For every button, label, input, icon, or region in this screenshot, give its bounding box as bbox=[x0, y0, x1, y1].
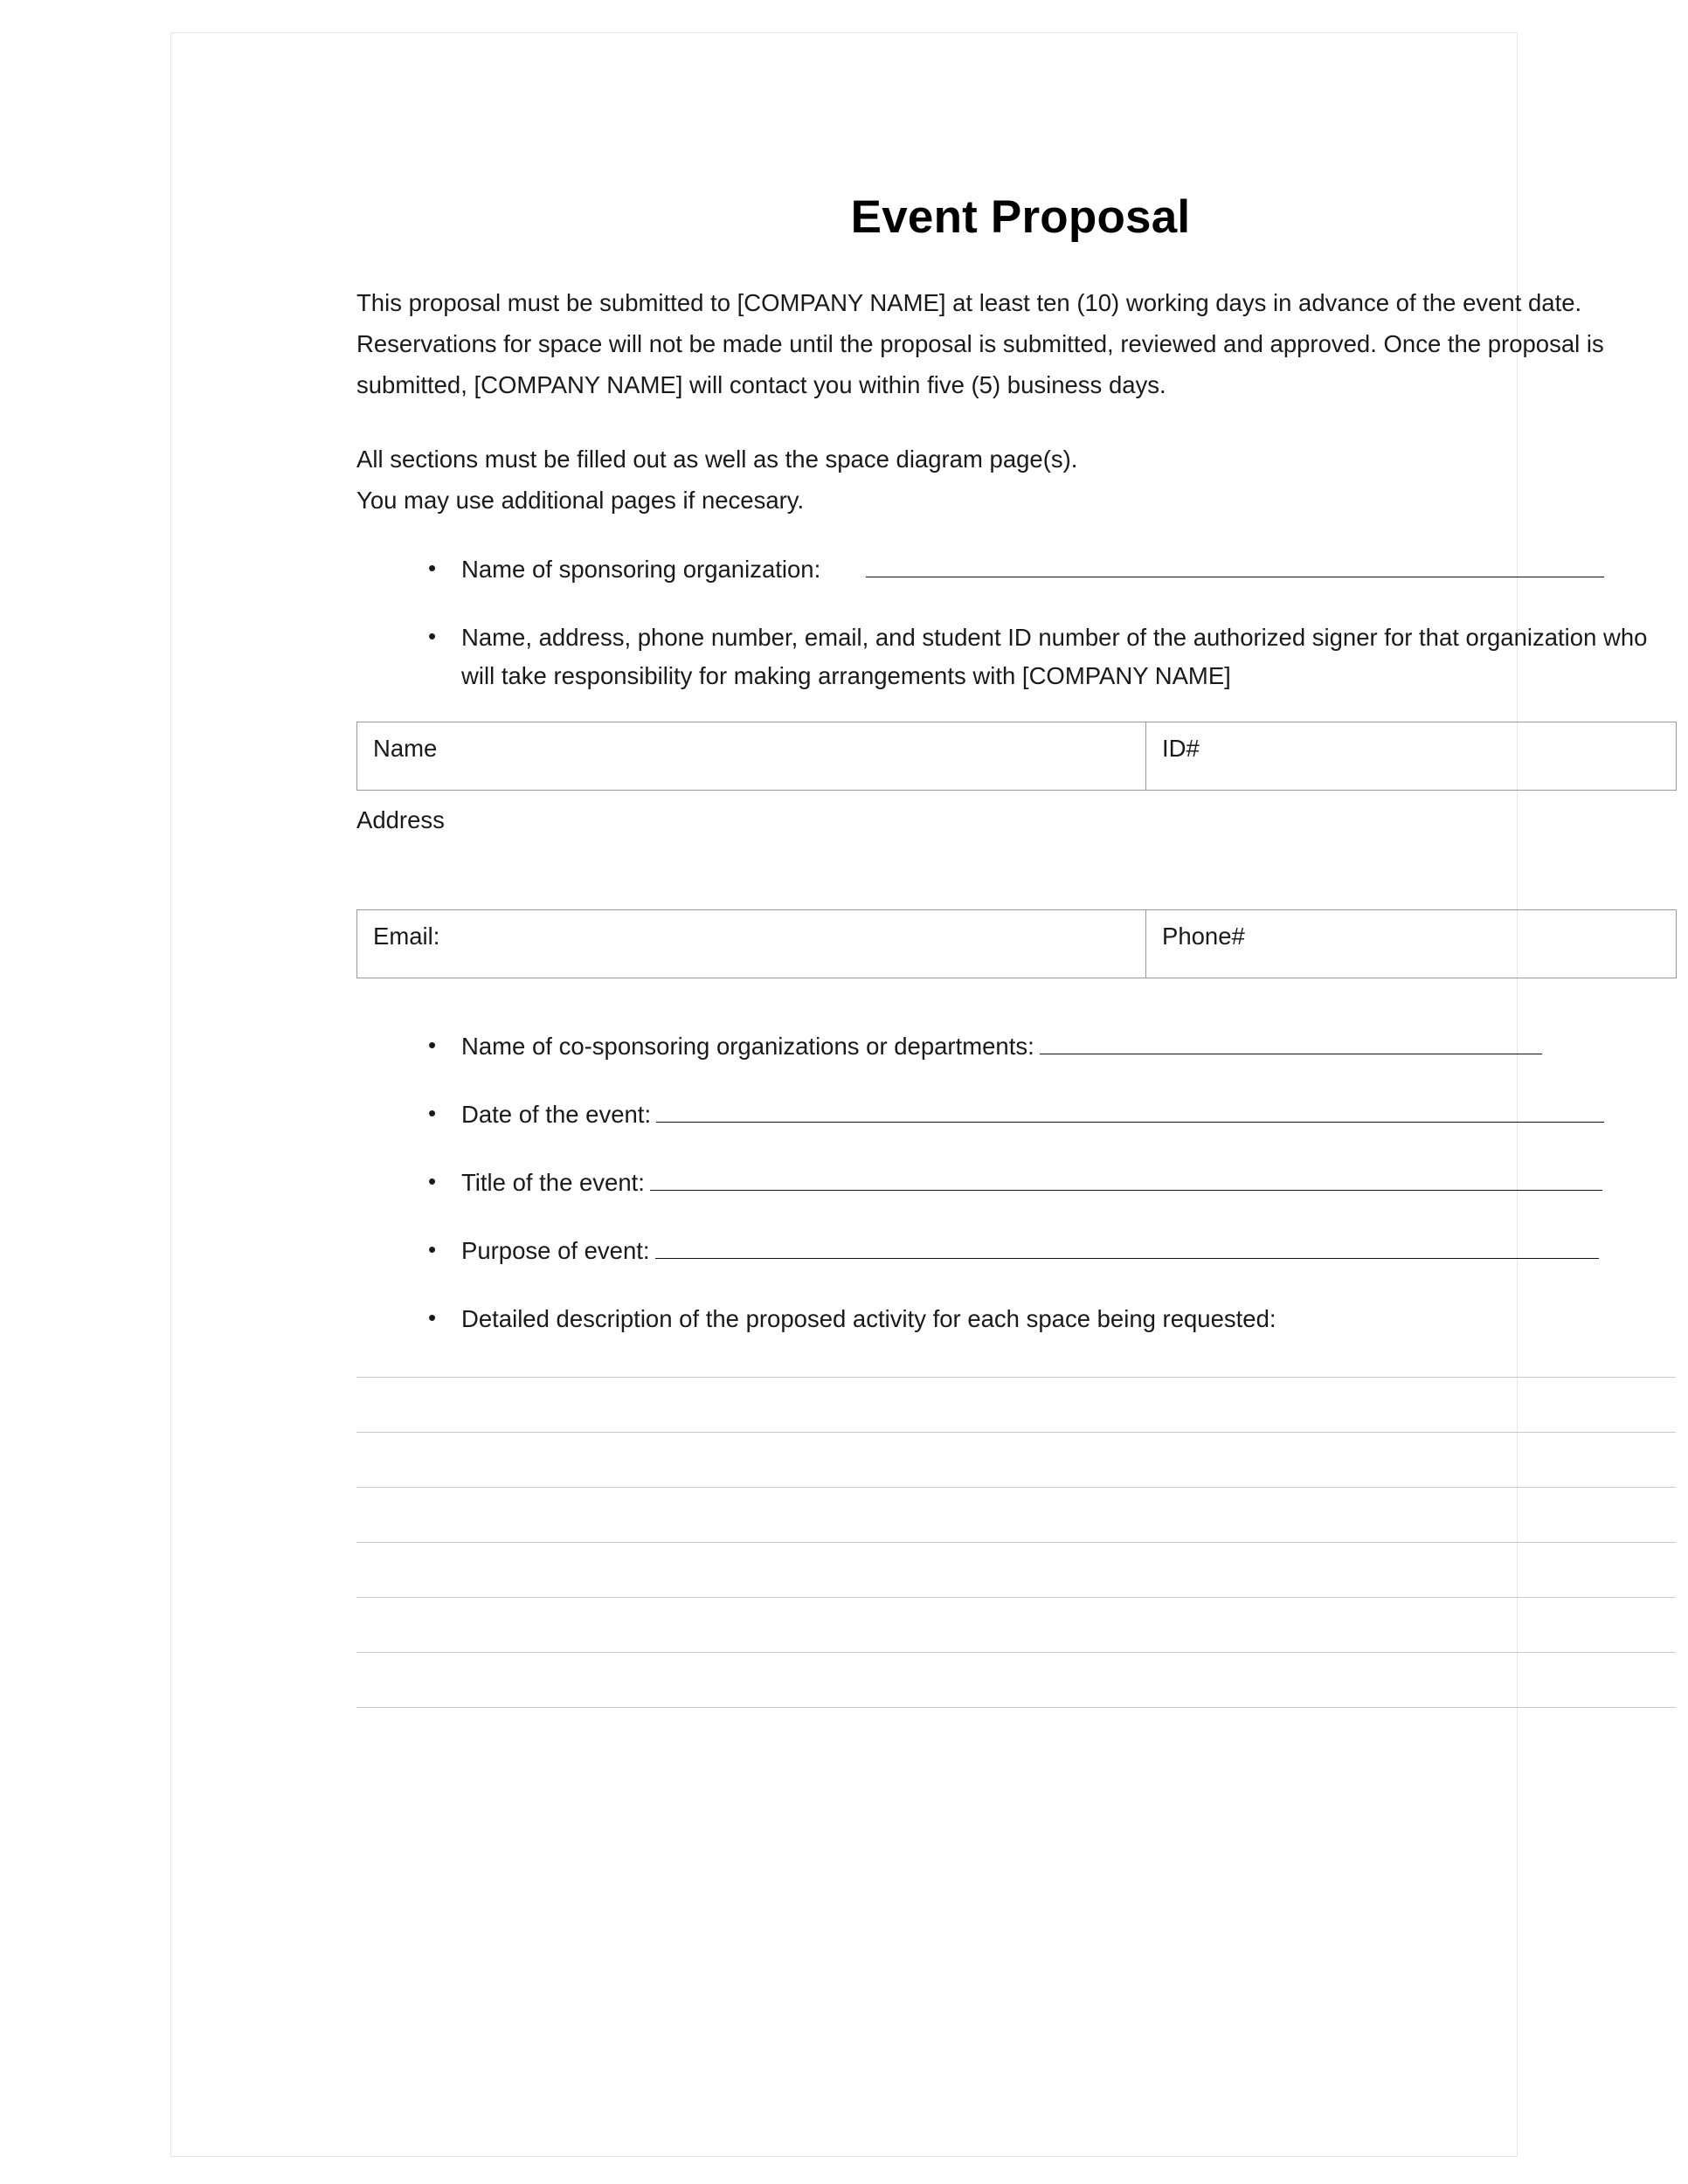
bullet-detailed-description bbox=[356, 1300, 1676, 1338]
bullet-authorized-signer-label: Name, address, phone number, email, and student ID number of the authorized signer for that organization who will take responsibility for making arrangements with [COMPANY NAME] bbox=[461, 624, 1648, 689]
bullet-event-purpose bbox=[356, 1232, 1676, 1270]
event-purpose-input-line[interactable] bbox=[655, 1235, 1599, 1259]
bullet-authorized-signer bbox=[356, 619, 1676, 695]
id-label: ID# bbox=[1162, 735, 1200, 762]
name-cell[interactable] bbox=[357, 722, 1146, 791]
bullet-sponsor-org bbox=[356, 550, 1676, 589]
bullet-co-sponsor bbox=[356, 1027, 1676, 1066]
bullet-detailed-description-label: Detailed description of the proposed activity for each space being requested: bbox=[461, 1305, 1276, 1332]
bullet-list-event bbox=[356, 1027, 1676, 1338]
document-content bbox=[356, 190, 1676, 1708]
phone-cell[interactable] bbox=[1146, 910, 1677, 978]
id-cell[interactable] bbox=[1146, 722, 1677, 791]
intro-paragraph: This proposal must be submitted to [COMPANY NAME] at least ten (10) working days in advance of the event date. Reservations for space will not be made until the proposal is submitted, reviewed and approved. Once the proposal is submitted, [COMPANY NAME] will contact you within five (5) business days. bbox=[356, 289, 1604, 398]
bullet-sponsor-org-label: Name of sponsoring organization: bbox=[461, 556, 821, 583]
address-label: Address bbox=[356, 806, 445, 833]
note-line-2: You may use additional pages if necesary. bbox=[356, 487, 805, 514]
event-title-input-line[interactable] bbox=[650, 1167, 1602, 1191]
address-write-space[interactable] bbox=[356, 838, 1676, 909]
name-label: Name bbox=[373, 735, 438, 762]
event-date-input-line[interactable] bbox=[656, 1099, 1604, 1123]
bullet-event-title bbox=[356, 1164, 1676, 1202]
paper-sheet bbox=[171, 33, 1648, 2156]
description-write-in-lines bbox=[356, 1377, 1676, 1708]
write-in-line[interactable] bbox=[356, 1488, 1676, 1543]
email-cell[interactable] bbox=[357, 910, 1146, 978]
bullet-event-date-label: Date of the event: bbox=[461, 1101, 652, 1128]
write-in-line[interactable] bbox=[356, 1653, 1676, 1708]
write-in-line[interactable] bbox=[356, 1543, 1676, 1598]
email-label: Email: bbox=[373, 923, 440, 950]
co-sponsor-input-line[interactable] bbox=[1040, 1031, 1542, 1054]
bullet-event-title-label: Title of the event: bbox=[461, 1169, 645, 1196]
write-in-line[interactable] bbox=[356, 1377, 1676, 1433]
bullet-event-date bbox=[356, 1095, 1676, 1134]
table-row bbox=[357, 722, 1677, 791]
bullet-co-sponsor-label: Name of co-sponsoring organizations or departments: bbox=[461, 1033, 1034, 1060]
sponsor-org-input-line[interactable] bbox=[866, 554, 1604, 577]
bullet-list-top bbox=[356, 550, 1676, 695]
write-in-line[interactable] bbox=[356, 1433, 1676, 1488]
write-in-line[interactable] bbox=[356, 1598, 1676, 1653]
phone-label: Phone# bbox=[1162, 923, 1245, 950]
page-title: Event Proposal bbox=[850, 191, 1191, 243]
signer-name-id-table bbox=[356, 722, 1677, 791]
bullet-event-purpose-label: Purpose of event: bbox=[461, 1237, 650, 1264]
signer-email-phone-table bbox=[356, 909, 1677, 978]
note-line-1: All sections must be filled out as well as the space diagram page(s). bbox=[356, 446, 1078, 473]
table-row bbox=[357, 910, 1677, 978]
